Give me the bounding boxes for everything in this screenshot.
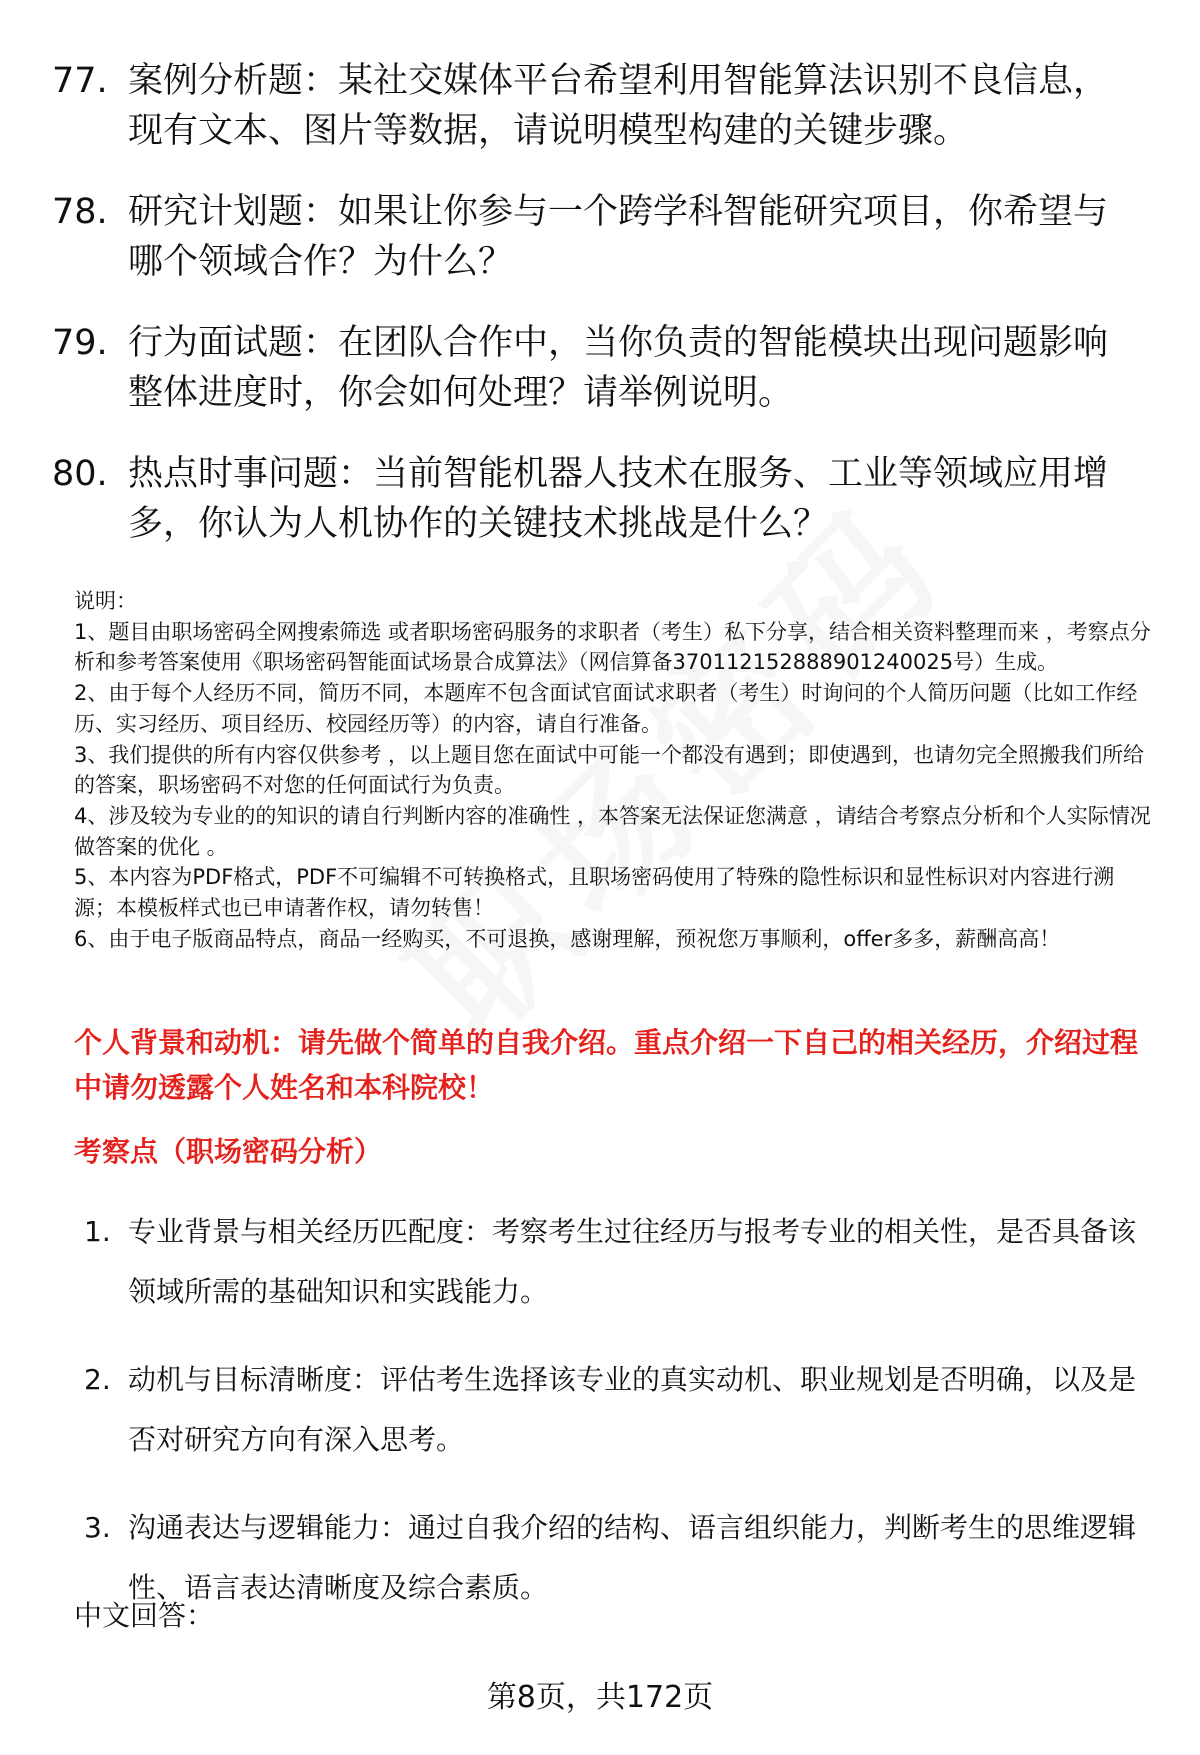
answer-label: 中文回答： (74, 1599, 215, 1632)
point-number: 3. (84, 1511, 111, 1544)
note-item: 2、由于每个人经历不同，简历不同，本题库不包含面试官面试求职者（考生）时询问的个人简历问题（比如工作经历、实习经历、项目经历、校园经历等）的内容，请自行准备。 (74, 681, 1138, 736)
analysis-point (84, 1498, 1154, 1618)
question-number: 78. (52, 192, 108, 232)
analysis-point (84, 1202, 1154, 1322)
question-number: 79. (52, 323, 108, 363)
question-item (52, 187, 1152, 287)
note-item: 4、涉及较为专业的的知识的请自行判断内容的准确性 ，本答案无法保证您满意 ，请结合考察点分析和个人实际情况做答案的优化 。 (74, 803, 1151, 859)
note-item: 1、题目由职场密码全网搜索筛选 或者职场密码服务的求职者（考生）私下分享，结合相关资料整理而来 ，考察点分析和参考答案使用《职场密码智能面试场景合成算法》（网信算备370112152888901240025号）生成。 (74, 619, 1151, 675)
question-text: 案例分析题：某社交媒体平台希望利用智能算法识别不良信息，现有文本、图片等数据，请说明模型构建的关键步骤。 (128, 61, 1109, 151)
note-item: 3、我们提供的所有内容仅供参考 ，以上题目您在面试中可能一个都没有遇到；即使遇到，也请勿完全照搬我们所给的答案，职场密码不对您的任何面试行为负责。 (74, 742, 1145, 798)
question-number: 80. (52, 454, 108, 494)
question-text: 研究计划题：如果让你参与一个跨学科智能研究项目，你希望与哪个领域合作？为什么？ (128, 192, 1109, 282)
page-footer: 第8页，共172页 (486, 1680, 714, 1715)
question-item (52, 56, 1152, 156)
note-item: 5、本内容为PDF格式，PDF不可编辑不可转换格式，且职场密码使用了特殊的隐性标识和显性标识对内容进行溯源；本模板样式也已申请著作权，请勿转售！ (74, 865, 1115, 921)
question-number: 77. (52, 61, 108, 101)
question-text: 热点时事问题：当前智能机器人技术在服务、工业等领域应用增多，你认为人机协作的关键技术挑战是什么？ (128, 454, 1109, 544)
notes-title: 说明： (74, 589, 137, 613)
analysis-point (84, 1350, 1154, 1470)
point-text: 专业背景与相关经历匹配度：考察考生过往经历与报考专业的相关性，是否具备该领域所需的基础知识和实践能力。 (128, 1215, 1137, 1308)
point-text: 动机与目标清晰度：评估考生选择该专业的真实动机、职业规划是否明确，以及是否对研究方向有深入思考。 (128, 1363, 1137, 1456)
question-text: 行为面试题：在团队合作中，当你负责的智能模块出现问题影响整体进度时，你会如何处理？请举例说明。 (128, 323, 1109, 413)
point-number: 2. (84, 1363, 111, 1396)
question-list (52, 56, 1152, 580)
question-heading: 个人背景和动机：请先做个简单的自我介绍。重点介绍一下自己的相关经历，介绍过程中请勿透露个人姓名和本科院校！ (74, 1026, 1139, 1104)
question-item (52, 449, 1152, 549)
analysis-subheading: 考察点（职场密码分析） (74, 1135, 383, 1168)
point-number: 1. (84, 1215, 111, 1248)
question-item (52, 318, 1152, 418)
analysis-point-list (84, 1202, 1154, 1646)
point-text: 沟通表达与逻辑能力：通过自我介绍的结构、语言组织能力，判断考生的思维逻辑性、语言表达清晰度及综合素质。 (128, 1511, 1137, 1604)
notes-section (74, 586, 1154, 954)
note-item: 6、由于电子版商品特点，商品一经购买，不可退换，感谢理解，预祝您万事顺利，offer多多，薪酬高高！ (74, 926, 1061, 951)
